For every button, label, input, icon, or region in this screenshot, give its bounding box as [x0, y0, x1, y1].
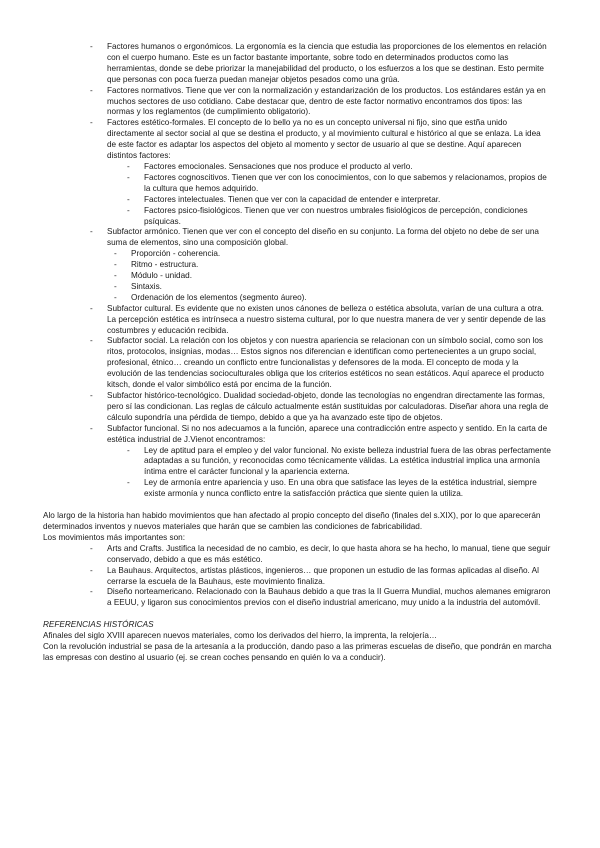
list-item-arts-crafts: - Arts and Crafts. Justifica la necesidad de no cambio, es decir, lo que hasta ahora se ha hecho, lo manual, tiene que seguir conservado, debido a que es más estético.	[107, 544, 551, 566]
list-item-functional	[107, 424, 551, 500]
references-line: Con la revolución industrial se pasa de la artesanía a la producción, dando paso a las primeras escuelas de diseño, que pondrán en marcha las empresas con destino al usuario (ej. se crean coches pensando en quién lo va a conducir).	[43, 642, 552, 662]
sublist-item: - Factores psico-fisiológicos. Tienen que ver con nuestros umbrales fisiológicos de percepción, condiciones psíquicas.	[144, 206, 549, 228]
aesthetic-sublist	[144, 162, 549, 227]
sublist-item: - Factores cognoscitivos. Tienen que ver con los conocimientos, con lo que sabemos y relacionamos, propios de la cultura que hemos adquirido.	[144, 173, 549, 195]
factors-list	[107, 42, 551, 500]
sublist-item: - Factores emocionales. Sensaciones que nos produce el producto al verlo.	[144, 162, 549, 173]
list-item-historic: - Subfactor histórico-tecnológico. Dualidad sociedad-objeto, donde las tecnologías no engendran directamente las formas, pero sí las condicionan. Las reglas de cálculo actualmente están sustituidas por calculadoras. Diseñar ahora una regla de cálculo supondría una pérdida de tiempo, debido a que ya ha avanzado este tipo de objetos.	[107, 391, 551, 424]
list-item-harmonic	[107, 227, 551, 303]
functional-sublist	[144, 446, 552, 501]
list-item-cultural: - Subfactor cultural. Es evidente que no existen unos cánones de belleza o estética absoluta, varían de una cultura a otra. La percepción estética es intrínseca a nuestro sistema cultural, por lo que nuestra manera de ver y sentir depende de las costumbres y educación recibida.	[107, 304, 551, 337]
list-item-bauhaus: - La Bauhaus. Arquitectos, artistas plásticos, ingenieros… que proponen un estudio de las formas aplicadas al diseño. Al cerrarse la escuela de la Bauhaus, este movimiento finaliza.	[107, 566, 551, 588]
sublist-item: - Ley de aptitud para el empleo y del valor funcional. No existe belleza industrial fuera de las obras perfectamente adaptadas a su función, y reconocidas como técnicamente válidas. La estética industrial implica una armonía íntima entre el carácter funcional y la apariencia externa.	[144, 446, 552, 479]
list-item-aesthetic	[107, 118, 551, 227]
movements-list	[107, 544, 551, 609]
movements-intro: Los movimientos más importantes son:	[43, 532, 185, 542]
sublist-item: - Sintaxis.	[131, 282, 531, 293]
list-item-harmonic-text: Subfactor armónico. Tienen que ver con el concepto del diseño en su conjunto. La forma del objeto no debe de ser una suma de elementos, sino una composición global.	[107, 227, 539, 248]
list-item-functional-text: Subfactor funcional. Si no nos adecuamos a la función, aparece una contradicción entre aspecto y sentido. En la carta de estética industrial de J.Vienot encontramos:	[107, 423, 548, 444]
sublist-item: - Factores intelectuales. Tienen que ver con la capacidad de entender e interpretar.	[144, 195, 549, 206]
list-item-social: - Subfactor social. La relación con los objetos y con nuestra apariencia se relacionan con un símbolo social, como son los ritos, protocolos, insignias, modas… Estos signos nos diferencian e identifican como pertenecientes a un grupo social, profesional, étnico… creando un conflicto entre funcionalistas y defensores de la moda. El concepto de moda y la evolución de las tendencias socioculturales obliga que los criterios estéticos no sean estáticos. Aquí aparece el producto kitsch, donde el valor simbólico está por encima de la función.	[107, 336, 551, 391]
sublist-item: - Ley de armonía entre apariencia y uso. En una obra que satisface las leyes de la estética industrial, siempre existe armonía y nunca conflicto entre la satisfacción práctica que siente quien la utiliza.	[144, 478, 552, 500]
references-line: Afinales del siglo XVIII aparecen nuevos materiales, como los derivados del hierro, la imprenta, la relojería…	[43, 631, 438, 641]
sublist-item: - Ordenación de los elementos (segmento áureo).	[131, 293, 531, 304]
sublist-item: - Proporción - coherencia.	[131, 249, 531, 260]
sublist-item: - Ritmo - estructura.	[131, 260, 531, 271]
list-item-aesthetic-text: Factores estético-formales. El concepto de lo bello ya no es un concepto universal ni fijo, sino que estña unido directamente al sector social al que se destina el producto, y al movimiento cultural e histórico al que se enlaza. La idea de este factor es adaptar los aspectos del objeto al momento y sector de usuario al que se destine. Aquí aparecen distintos factores:	[107, 118, 541, 161]
harmonic-sublist	[131, 249, 531, 304]
list-item-normative: - Factores normativos. Tiene que ver con la normalización y estandarización de los productos. Los estándares están ya en muchos sectores de uso cotidiano. Cabe destacar que, dentro de este factor normativo encontramos dos tipos: las normas y los reglamentos (de cumplimiento obligatorio).	[107, 86, 551, 119]
list-item-american-design: - Diseño norteamericano. Relacionado con la Bauhaus debido a que tras la II Guerra Mundial, muchos alemanes emigraron a EEUU, y ligaron sus conocimientos previos con el diseño industrial americano, muy unido a la industria del automóvil.	[107, 587, 551, 609]
section-title: REFERENCIAS HISTÓRICAS	[43, 620, 154, 630]
history-paragraph: Alo largo de la historia han habido movimientos que han afectado al propio concepto del diseño (finales del s.XIX), por lo que aparecerán determinados inventos y nuevos materiales que harán que se cambien las condiciones de fabricabilidad.	[43, 511, 541, 531]
sublist-item: - Módulo - unidad.	[131, 271, 531, 282]
list-item-ergonomic: - Factores humanos o ergonómicos. La ergonomía es la ciencia que estudia las proporciones de los elementos en relación con el cuerpo humano. Este es un factor bastante importante, sobre todo en determinados productos como las herramientas, donde se debe priorizar la manejabilidad del producto, o los esfuerzos a los que se destinan. Esto permite que personas con poca fuerza puedan manejar objetos pesados como una grúa.	[107, 42, 551, 86]
